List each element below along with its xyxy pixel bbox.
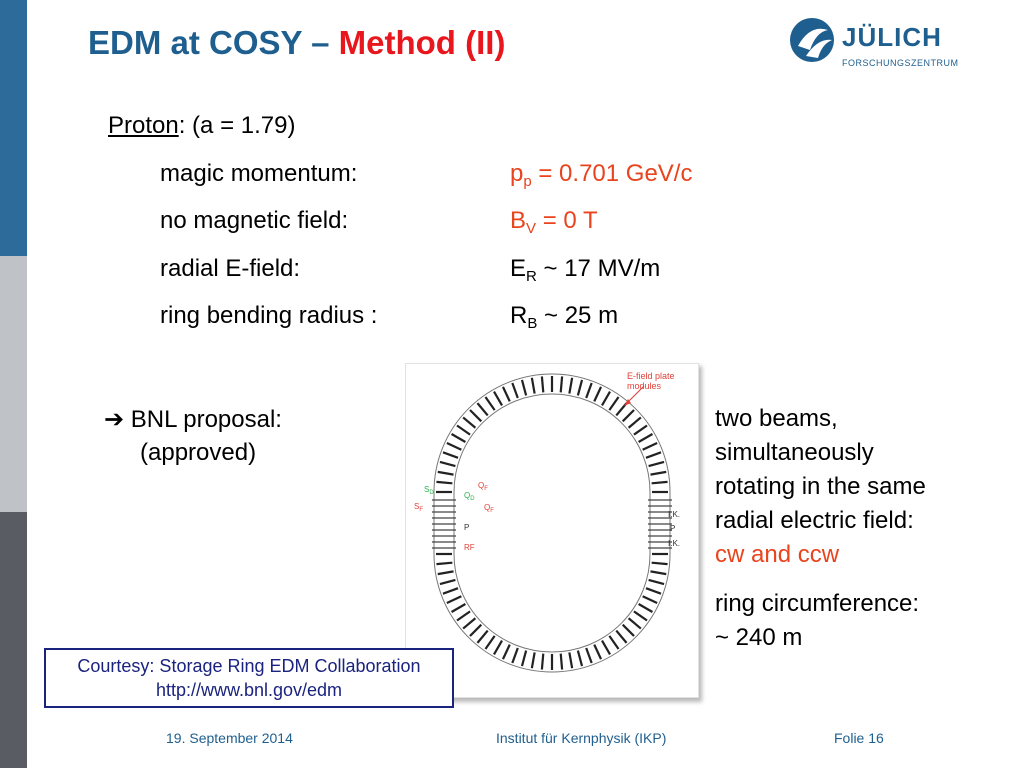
param-symbol: E (510, 255, 527, 282)
ring-tick (652, 482, 668, 483)
label-p-left: P (464, 523, 470, 532)
proton-heading (108, 112, 295, 140)
ring-tick (532, 652, 535, 668)
ring-tick (447, 596, 462, 603)
param-symbol: R (510, 302, 528, 329)
ring-tick (522, 380, 526, 395)
logo-name: JÜLICH (842, 22, 942, 52)
ring-tick (532, 378, 535, 394)
param-value: ~ 17 MV/m (536, 255, 661, 282)
param-value: = 0.701 GeV/c (531, 160, 693, 187)
ring-tick (494, 641, 502, 655)
label-sf: $S_F$ (414, 502, 424, 513)
bnl-proposal (104, 405, 282, 434)
ring-tick (650, 472, 666, 475)
ring-tick (447, 443, 462, 450)
ring-tick (443, 452, 458, 457)
ring-tick (649, 462, 664, 466)
courtesy-line1: Courtesy: Storage Ring EDM Collaboration (77, 656, 421, 676)
ring-tick (503, 645, 510, 660)
param-value-magic-momentum (510, 160, 692, 190)
ring-tick (494, 392, 502, 406)
note-two-beams: two beams, (715, 405, 838, 432)
ring-tick (452, 434, 466, 442)
label-qf2: $Q_F$ (484, 503, 494, 514)
ring-tick (470, 410, 481, 421)
ring-tick (629, 618, 641, 628)
ring-tick (649, 580, 664, 584)
param-value-magnetic-field (510, 207, 598, 237)
ring-tick (438, 472, 454, 475)
ring-tick (452, 604, 466, 612)
footer-institute: Institut für Kernphysik (IKP) (496, 730, 667, 746)
ring-tick (569, 652, 572, 668)
note-rotating: rotating in the same (715, 473, 926, 500)
ring-tick (578, 380, 582, 395)
ring-tick (477, 403, 487, 415)
ring-tick (646, 452, 661, 457)
ring-tick (609, 397, 618, 410)
ring-tick (477, 631, 487, 643)
label-qf: $Q_F$ (478, 481, 488, 492)
ring-tick (586, 383, 591, 398)
note-simultaneously: simultaneously (715, 439, 874, 466)
callout-text-1: E-field plate (627, 371, 675, 381)
param-label-magnetic-field: no magnetic field: (160, 207, 349, 234)
ring-tick (652, 563, 668, 564)
ring-tick (457, 425, 470, 434)
bnl-line1: BNL proposal: (124, 406, 282, 433)
ring-tick (629, 417, 641, 427)
ring-tick (578, 651, 582, 666)
ring-tick (586, 648, 591, 663)
callout-text-2: modules (627, 381, 662, 391)
side-bar-bottom (0, 512, 27, 768)
param-value-bending-radius (510, 302, 618, 332)
ring-tick (485, 636, 494, 649)
title-accent: Method (II) (338, 24, 506, 61)
param-label-magic-momentum: magic momentum: (160, 160, 358, 187)
ring-tick (609, 636, 618, 649)
label-p-right: P (670, 524, 676, 533)
note-radial-field: radial electric field: (715, 507, 914, 534)
side-bar-middle (0, 256, 27, 512)
param-value: ~ 25 m (537, 302, 619, 329)
note-circumference: ring circumference: (715, 590, 920, 617)
param-value: = 0 T (536, 207, 598, 234)
logo-icon (788, 16, 840, 68)
ring-tick (602, 392, 610, 406)
param-subscript: R (526, 268, 537, 285)
label-qd: $Q_D$ (464, 491, 475, 502)
proton-suffix: : (a = 1.79) (178, 112, 296, 139)
ring-tick (643, 596, 658, 603)
footer-date: 19. September 2014 (166, 730, 293, 746)
ring-tick (440, 580, 455, 584)
param-symbol: p (510, 160, 524, 187)
ring-tick (438, 571, 454, 574)
ring-tick (512, 648, 517, 663)
ring-tick (470, 625, 481, 636)
slide-title (88, 24, 505, 62)
ring-tick (485, 397, 494, 410)
label-sd: $S_D$ (424, 485, 434, 496)
ring-tick (650, 571, 666, 574)
param-label-e-field: radial E-field: (160, 255, 301, 282)
ring-rail (454, 394, 650, 652)
ring-tick (443, 588, 458, 593)
ring-tick (542, 654, 543, 670)
param-label-bending-radius: ring bending radius : (160, 302, 378, 329)
ring-tick (561, 376, 562, 392)
ring-tick (542, 376, 543, 392)
ring-tick (440, 462, 455, 466)
arrow-right-icon: ➔ (104, 406, 125, 433)
ring-tick (639, 604, 653, 612)
label-ik-bottom: I.K. (668, 539, 681, 548)
bnl-approved: (approved) (140, 439, 257, 466)
param-subscript: p (523, 173, 532, 190)
courtesy-box (44, 648, 454, 708)
ring-tick (457, 611, 470, 620)
param-subscript: B (527, 315, 538, 332)
side-bar-top (0, 0, 27, 256)
note-cw-ccw: cw and ccw (715, 541, 840, 568)
footer-page: Folie 16 (834, 730, 884, 746)
ring-tick (646, 588, 661, 593)
label-rf: RF (464, 543, 475, 552)
ring-tick (594, 387, 601, 402)
ring-tick (512, 383, 517, 398)
ring-tick (616, 631, 626, 643)
label-ik-top: I.K. (668, 510, 681, 519)
ring-tick (436, 563, 452, 564)
ring-tick (623, 410, 634, 421)
ring-tick (643, 443, 658, 450)
param-symbol: B (510, 207, 527, 234)
ring-tick (634, 425, 647, 434)
ring-tick (463, 618, 475, 628)
ring-tick (561, 654, 562, 670)
ring-tick (594, 645, 601, 660)
ring-tick (436, 482, 452, 483)
note-circumference-value: ~ 240 m (715, 624, 803, 651)
param-value-e-field (510, 255, 660, 285)
ring-tick (503, 387, 510, 402)
courtesy-link[interactable]: http://www.bnl.gov/edm (155, 680, 343, 700)
ring-tick (463, 417, 475, 427)
ring-tick (522, 651, 526, 666)
ring-tick (602, 641, 610, 655)
param-subscript: V (526, 220, 537, 237)
proton-label: Proton (108, 112, 179, 139)
ring-tick (623, 625, 634, 636)
logo-subtitle: FORSCHUNGSZENTRUM (842, 58, 959, 68)
ring-tick (639, 434, 653, 442)
ring-rail (434, 374, 670, 672)
ring-tick (634, 611, 647, 620)
ring-tick (569, 378, 572, 394)
title-main: EDM at COSY – (88, 24, 339, 61)
